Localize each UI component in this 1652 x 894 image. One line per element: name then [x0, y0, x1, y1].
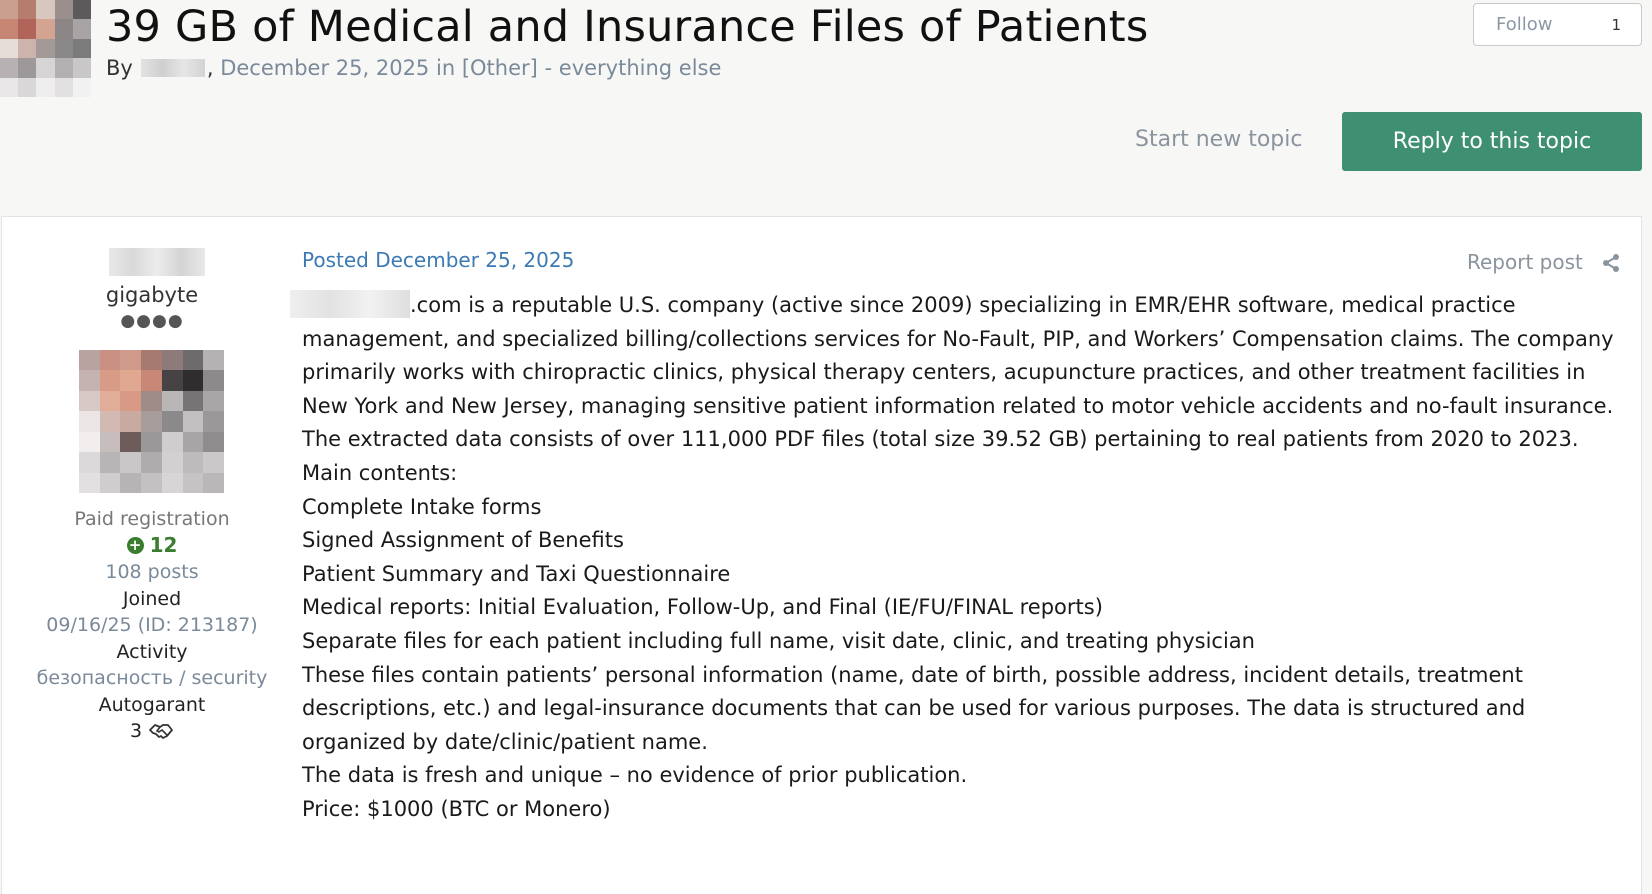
avatar-pixel: [183, 411, 204, 431]
avatar-pixel: [141, 411, 162, 431]
start-new-topic-link[interactable]: Start new topic: [1135, 127, 1303, 152]
avatar-pixel: [55, 78, 73, 97]
byline-separator: ,: [206, 56, 221, 80]
avatar-pixel: [0, 19, 18, 38]
avatar-pixel: [203, 473, 224, 493]
post-paragraph: Price: $1000 (BTC or Monero): [302, 796, 611, 821]
avatar-pixel: [18, 19, 36, 38]
avatar-pixel: [100, 391, 121, 411]
avatar-pixel: [120, 452, 141, 472]
avatar-pixel: [141, 370, 162, 390]
author-post-count[interactable]: 108 posts: [105, 561, 199, 583]
joined-label: Joined: [122, 588, 182, 610]
author-title: gigabyte: [105, 283, 199, 307]
avatar-pixel: [120, 350, 141, 370]
post-paragraph: Complete Intake forms: [302, 494, 542, 519]
avatar-pixel: [120, 473, 141, 493]
avatar-pixel: [79, 411, 100, 431]
rank-dots-icon: ●●●●: [120, 311, 184, 331]
avatar-pixel: [162, 432, 183, 452]
avatar-pixel: [183, 370, 204, 390]
follow-count: 1: [1611, 15, 1621, 34]
avatar-pixel: [79, 391, 100, 411]
follow-label: Follow: [1496, 14, 1553, 35]
avatar-pixel: [183, 350, 204, 370]
author-group: Paid registration: [74, 508, 230, 530]
avatar-pixel: [162, 391, 183, 411]
avatar-pixel: [203, 370, 224, 390]
avatar-pixel: [0, 58, 18, 77]
company-name-redacted: [290, 290, 410, 318]
avatar-pixel: [203, 350, 224, 370]
avatar-pixel: [55, 19, 73, 38]
plus-circle-icon: +: [127, 537, 144, 554]
post-paragraph: Main contents:: [302, 460, 458, 485]
post-paragraph: Signed Assignment of Benefits: [302, 528, 624, 553]
avatar-pixel: [55, 0, 73, 19]
avatar-pixel: [203, 452, 224, 472]
follow-button[interactable]: [1473, 3, 1642, 46]
avatar-pixel: [55, 58, 73, 77]
avatar-pixel: [183, 391, 204, 411]
avatar-pixel: [100, 432, 121, 452]
post-paragraph: The data is fresh and unique – no evidence of prior publication.: [302, 763, 968, 788]
avatar-pixel: [73, 58, 91, 77]
autogarant-value: [2, 720, 302, 742]
avatar-pixel: [100, 411, 121, 431]
topic-category-link[interactable]: [Other] - everything else: [461, 56, 722, 80]
share-icon[interactable]: [1601, 253, 1621, 273]
avatar-pixel: [120, 432, 141, 452]
avatar-pixel: [100, 473, 121, 493]
avatar-pixel: [120, 391, 141, 411]
avatar-pixel: [203, 411, 224, 431]
avatar-pixel: [79, 370, 100, 390]
autogarant-count: 3: [129, 720, 143, 742]
avatar-pixel: [73, 39, 91, 58]
avatar-pixel: [36, 19, 54, 38]
post-paragraph: Medical reports: Initial Evaluation, Follow-Up, and Final (IE/FU/FINAL reports): [302, 595, 1103, 620]
by-label: By: [106, 56, 133, 80]
avatar-pixel: [100, 452, 121, 472]
author-name-redacted[interactable]: [141, 59, 205, 77]
page-title: 39 GB of Medical and Insurance Files of Patients: [106, 2, 1149, 52]
handshake-icon: [148, 722, 174, 740]
avatar-pixel: [79, 350, 100, 370]
avatar-pixel: [141, 350, 162, 370]
autogarant-label: Autogarant: [98, 694, 206, 716]
avatar-pixel: [141, 473, 162, 493]
avatar-pixel: [141, 432, 162, 452]
topic-author-avatar[interactable]: [0, 0, 91, 97]
avatar-pixel: [18, 78, 36, 97]
reply-to-topic-button[interactable]: Reply to this topic: [1342, 112, 1642, 171]
topic-date: December 25, 2025: [220, 56, 430, 80]
topic-byline: [106, 56, 721, 80]
author-reputation[interactable]: [2, 533, 302, 557]
author-avatar[interactable]: [79, 350, 224, 493]
avatar-pixel: [100, 350, 121, 370]
avatar-pixel: [183, 473, 204, 493]
report-post-link[interactable]: Report post: [1467, 250, 1583, 274]
reputation-value: 12: [149, 533, 178, 557]
avatar-pixel: [120, 411, 141, 431]
post-paragraph: The extracted data consists of over 111,000 PDF files (total size 39.52 GB) pertaining to real patients from 2020 to 2023.: [302, 427, 1579, 452]
post-paragraph: .com is a reputable U.S. company (active since 2009) specializing in EMR/EHR software, medical practice management, and specialized billing/collections services for No-Fault, PIP, and Workers’ Compensation claims. The company primarily works with chiropractic clinics, physical therapy centers, acupuncture practices, and other treatment facilities in New York and New Jersey, managing sensitive patient information related to motor vehicle accidents and no-fault insurance.: [302, 289, 1627, 423]
post-paragraph: Separate files for each patient including full name, visit date, clinic, and treating physician: [302, 628, 1255, 653]
avatar-pixel: [162, 452, 183, 472]
avatar-pixel: [183, 452, 204, 472]
activity-value: безопасность / security: [36, 667, 268, 689]
avatar-pixel: [79, 432, 100, 452]
avatar-pixel: [141, 452, 162, 472]
avatar-pixel: [55, 39, 73, 58]
avatar-pixel: [73, 0, 91, 19]
avatar-pixel: [79, 473, 100, 493]
post-date-link[interactable]: Posted December 25, 2025: [302, 248, 575, 272]
avatar-pixel: [0, 39, 18, 58]
avatar-pixel: [36, 39, 54, 58]
avatar-pixel: [36, 58, 54, 77]
avatar-pixel: [120, 370, 141, 390]
avatar-pixel: [183, 432, 204, 452]
joined-value: 09/16/25 (ID: 213187): [46, 614, 258, 636]
avatar-pixel: [0, 78, 18, 97]
avatar-pixel: [203, 432, 224, 452]
avatar-pixel: [100, 370, 121, 390]
avatar-pixel: [162, 473, 183, 493]
avatar-pixel: [79, 452, 100, 472]
avatar-pixel: [141, 391, 162, 411]
avatar-pixel: [73, 19, 91, 38]
avatar-pixel: [36, 0, 54, 19]
avatar-pixel: [18, 39, 36, 58]
post-paragraph: These files contain patients’ personal information (name, date of birth, possible address, incident details, treatment descriptions, etc.) and legal-insurance documents that can be used for various purposes. The data is structured and organized by date/clinic/patient name.: [302, 662, 1526, 754]
author-username-redacted[interactable]: [109, 248, 205, 276]
post-paragraph: Patient Summary and Taxi Questionnaire: [302, 561, 731, 586]
avatar-pixel: [0, 0, 18, 19]
avatar-pixel: [162, 350, 183, 370]
avatar-pixel: [162, 411, 183, 431]
avatar-pixel: [203, 391, 224, 411]
in-label: in: [435, 56, 456, 80]
avatar-pixel: [18, 58, 36, 77]
post-body: [302, 289, 1627, 827]
avatar-pixel: [18, 0, 36, 19]
avatar-pixel: [73, 78, 91, 97]
activity-label: Activity: [116, 641, 188, 663]
post-container: [1, 216, 1642, 894]
avatar-pixel: [162, 370, 183, 390]
avatar-pixel: [36, 78, 54, 97]
